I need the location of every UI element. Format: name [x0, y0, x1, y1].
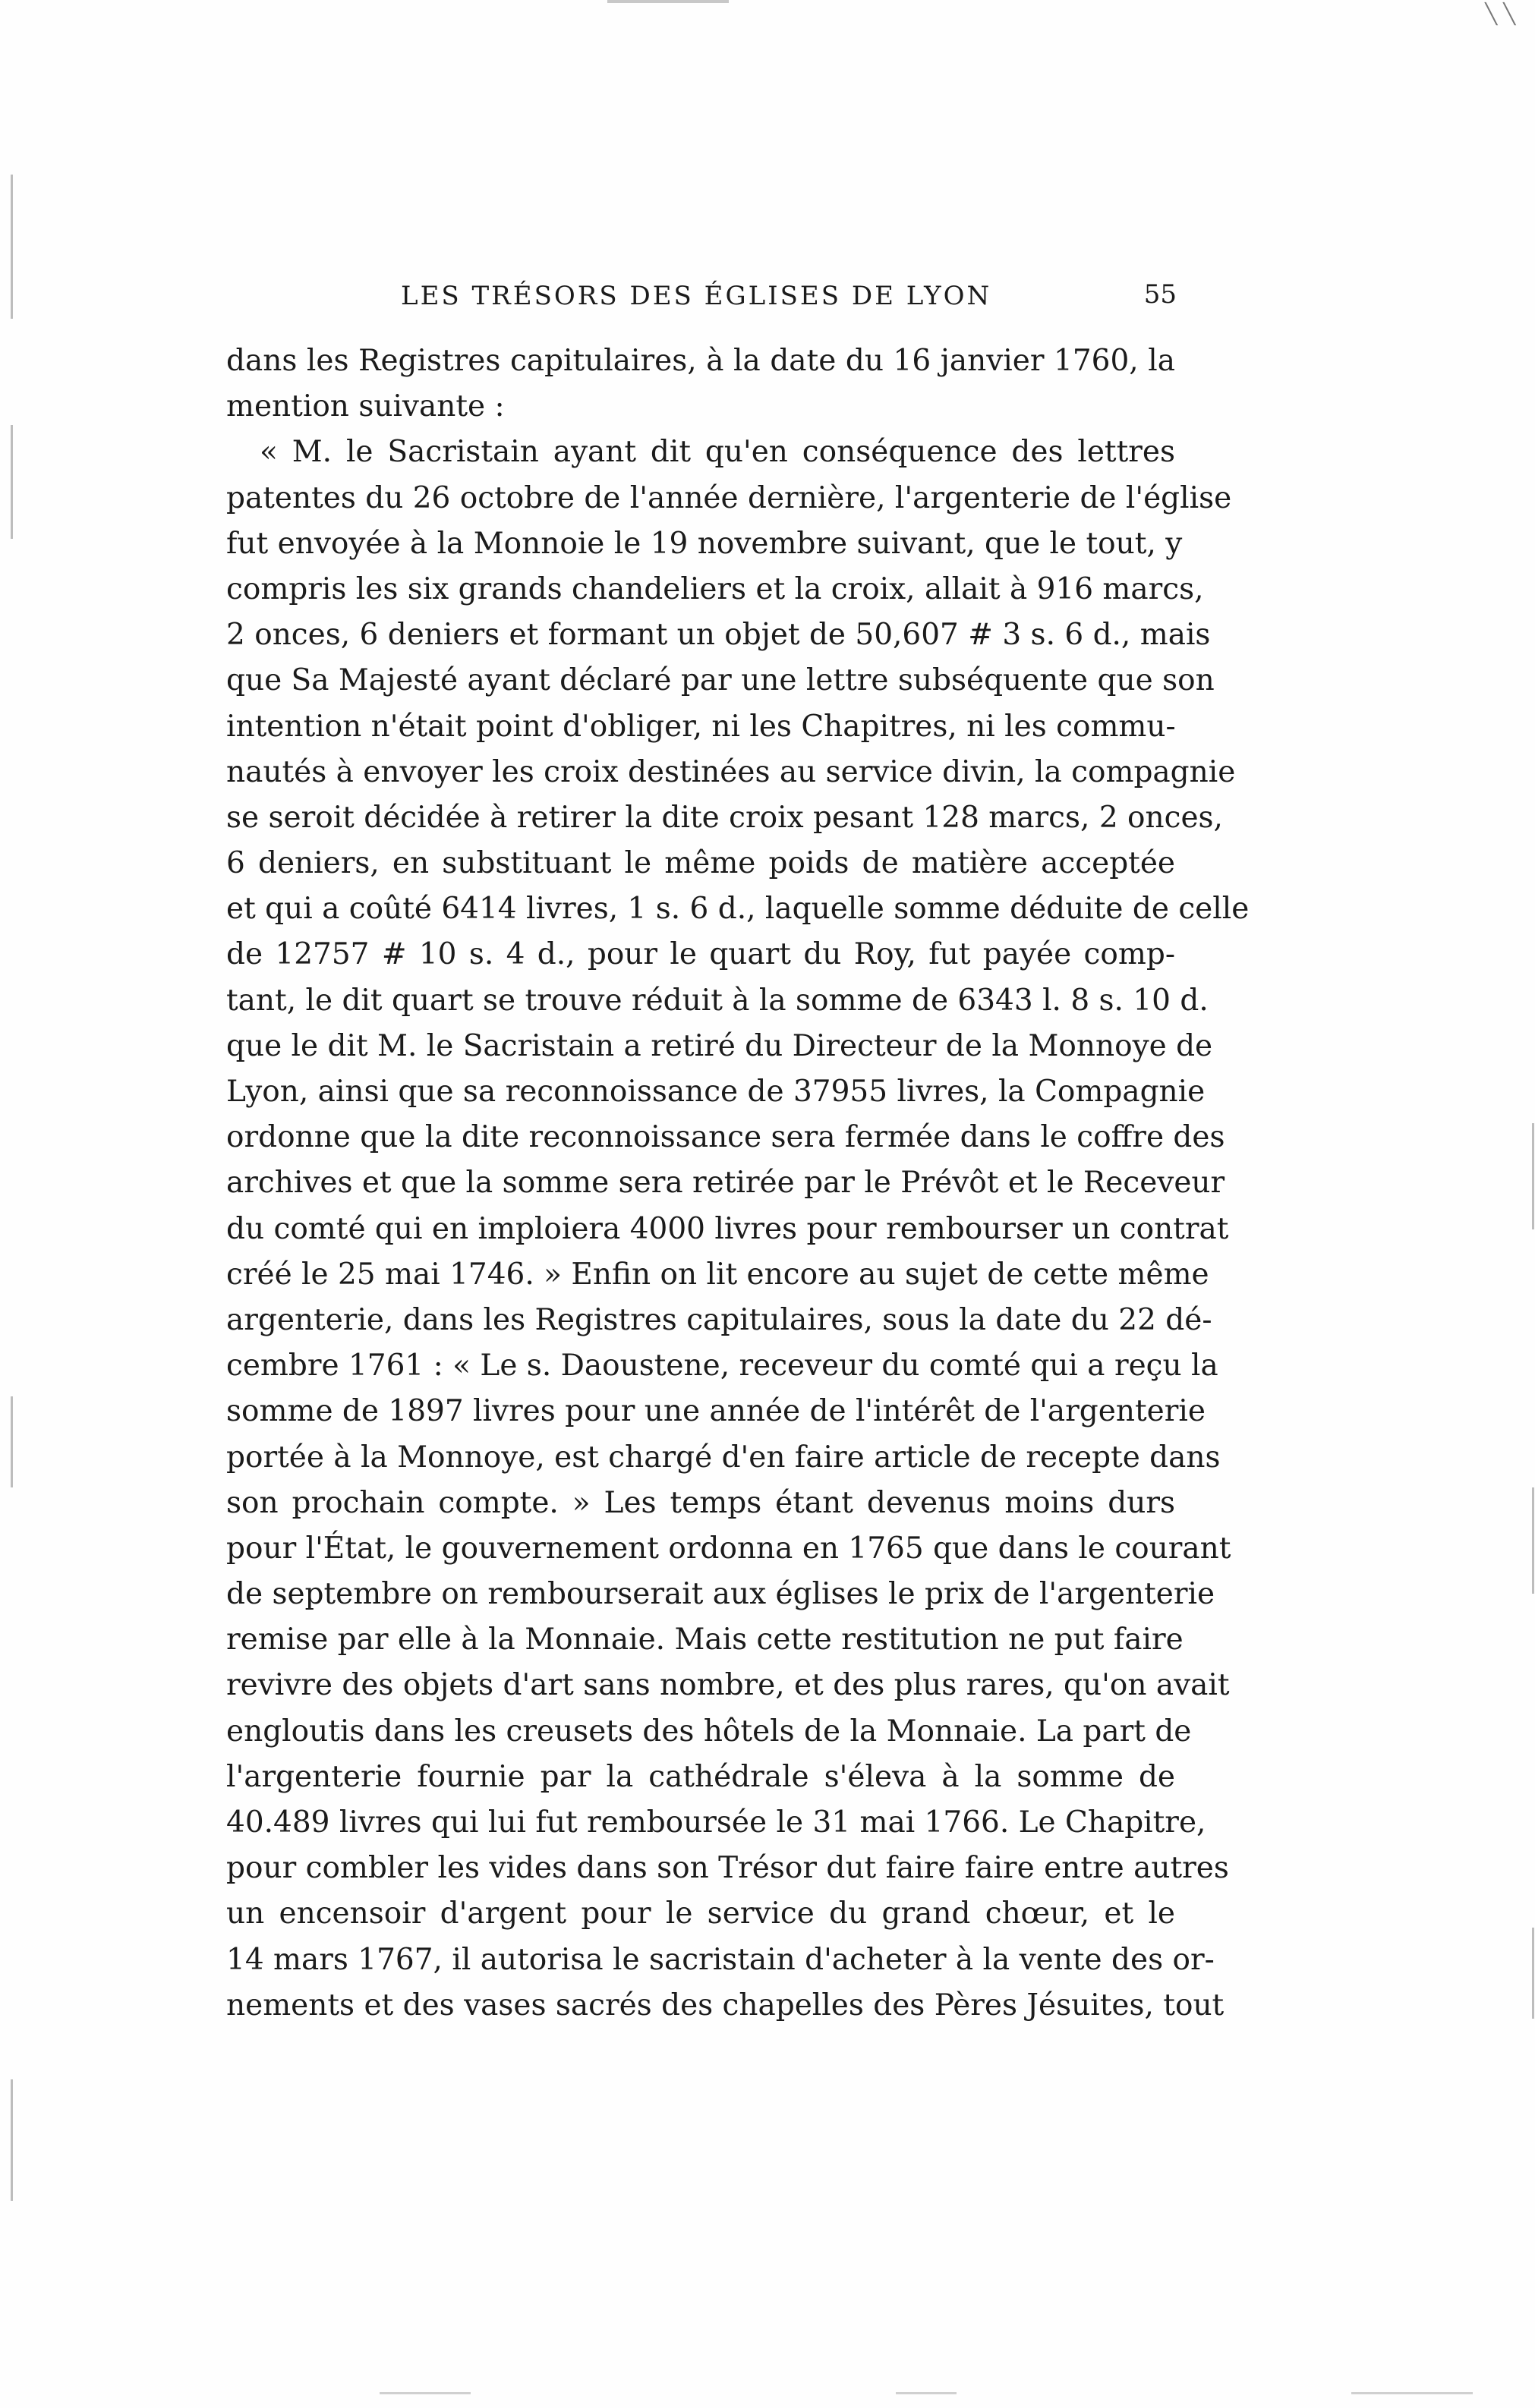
text-line: que le dit M. le Sacristain a retiré du Directeur de la Monnoye de [226, 1028, 1213, 1063]
text-line: dans les Registres capitulaires, à la date du 16 janvier 1760, la [226, 344, 1175, 378]
text-line: Lyon, ainsi que sa reconnoissance de 37955 livres, la Compagnie [226, 1075, 1206, 1109]
text-line: fut envoyée à la Monnoie le 19 novembre suivant, que le tout, y [226, 526, 1183, 561]
scan-top-rule [607, 0, 729, 3]
right-margin-mark [1532, 1928, 1534, 2019]
left-margin-mark [11, 175, 13, 319]
text-line: son prochain compte. » Les temps étant devenus moins durs [226, 1485, 1175, 1520]
text-line: ordonne que la dite reconnoissance sera fermée dans le coffre des [226, 1120, 1225, 1155]
text-line: pour l'État, le gouvernement ordonna en 1765 que dans le courant [226, 1531, 1231, 1566]
text-line: portée à la Monnoye, est chargé d'en faire article de recepte dans [226, 1440, 1221, 1475]
text-line: cembre 1761 : « Le s. Daoustene, receveur du comté qui a reçu la [226, 1349, 1218, 1383]
text-line: « M. le Sacristain ayant dit qu'en conséquence des lettres [260, 435, 1175, 470]
text-line: 40.489 livres qui lui fut remboursée le 31 mai 1766. Le Chapitre, [226, 1805, 1206, 1840]
text-line: somme de 1897 livres pour une année de l'intérêt de l'argenterie [226, 1394, 1206, 1429]
right-margin-mark [1532, 1123, 1534, 1229]
text-line: un encensoir d'argent pour le service du grand chœur, et le [226, 1896, 1175, 1931]
text-line: patentes du 26 octobre de l'année dernière, l'argenterie de l'église [226, 480, 1232, 515]
scan-bottom-rule [896, 2392, 957, 2394]
text-line: tant, le dit quart se trouve réduit à la somme de 6343 l. 8 s. 10 d. [226, 983, 1209, 1018]
scan-bottom-rule [1351, 2392, 1473, 2394]
scan-bottom-rule [380, 2392, 471, 2394]
text-line: que Sa Majesté ayant déclaré par une lettre subséquente que son [226, 663, 1215, 698]
running-title: LES TRÉSORS DES ÉGLISES DE LYON [401, 281, 992, 311]
text-line: nautés à envoyer les croix destinées au service divin, la compagnie [226, 754, 1236, 789]
text-line: du comté qui en imploiera 4000 livres pour rembourser un contrat [226, 1211, 1229, 1246]
text-line: pour combler les vides dans son Trésor dut faire faire entre autres [226, 1851, 1229, 1886]
text-line: nements et des vases sacrés des chapelles des Pères Jésuites, tout [226, 1988, 1225, 2022]
text-line: de 12757 # 10 s. 4 d., pour le quart du Roy, fut payée comp- [226, 937, 1175, 972]
page-number: 55 [1143, 279, 1177, 310]
left-margin-mark [11, 425, 13, 539]
left-margin-mark [11, 1396, 13, 1487]
text-line: argenterie, dans les Registres capitulaires, sous la date du 22 dé- [226, 1302, 1212, 1337]
text-line: engloutis dans les creusets des hôtels de la Monnaie. La part de [226, 1714, 1192, 1749]
text-line: intention n'était point d'obliger, ni les Chapitres, ni les commu- [226, 709, 1176, 744]
text-line: l'argenterie fournie par la cathédrale s'éleva à la somme de [226, 1759, 1175, 1794]
scan-corner-mark: ╲ ╲ [1485, 3, 1515, 26]
text-line: créé le 25 mai 1746. » Enfin on lit encore au sujet de cette même [226, 1257, 1209, 1292]
text-line: remise par elle à la Monnaie. Mais cette restitution ne put faire [226, 1623, 1184, 1657]
left-margin-mark [11, 2079, 13, 2201]
text-line: 14 mars 1767, il autorisa le sacristain d'acheter à la vente des or- [226, 1942, 1215, 1977]
text-line: de septembre on rembourserait aux églises le prix de l'argenterie [226, 1577, 1215, 1612]
text-line: et qui a coûté 6414 livres, 1 s. 6 d., laquelle somme déduite de celle [226, 892, 1250, 927]
text-line: revivre des objets d'art sans nombre, et des plus rares, qu'on avait [226, 1668, 1230, 1703]
text-line: 6 deniers, en substituant le même poids de matière acceptée [226, 846, 1175, 881]
text-line: archives et que la somme sera retirée par le Prévôt et le Receveur [226, 1166, 1225, 1201]
right-margin-mark [1532, 1487, 1534, 1594]
text-line: mention suivante : [226, 389, 505, 424]
text-line: se seroit décidée à retirer la dite croix pesant 128 marcs, 2 onces, [226, 800, 1223, 835]
text-line: 2 onces, 6 deniers et formant un objet de 50,607 # 3 s. 6 d., mais [226, 618, 1211, 653]
page-header [228, 281, 1177, 326]
text-line: compris les six grands chandeliers et la croix, allait à 916 marcs, [226, 571, 1204, 606]
body-text [226, 338, 1250, 2029]
